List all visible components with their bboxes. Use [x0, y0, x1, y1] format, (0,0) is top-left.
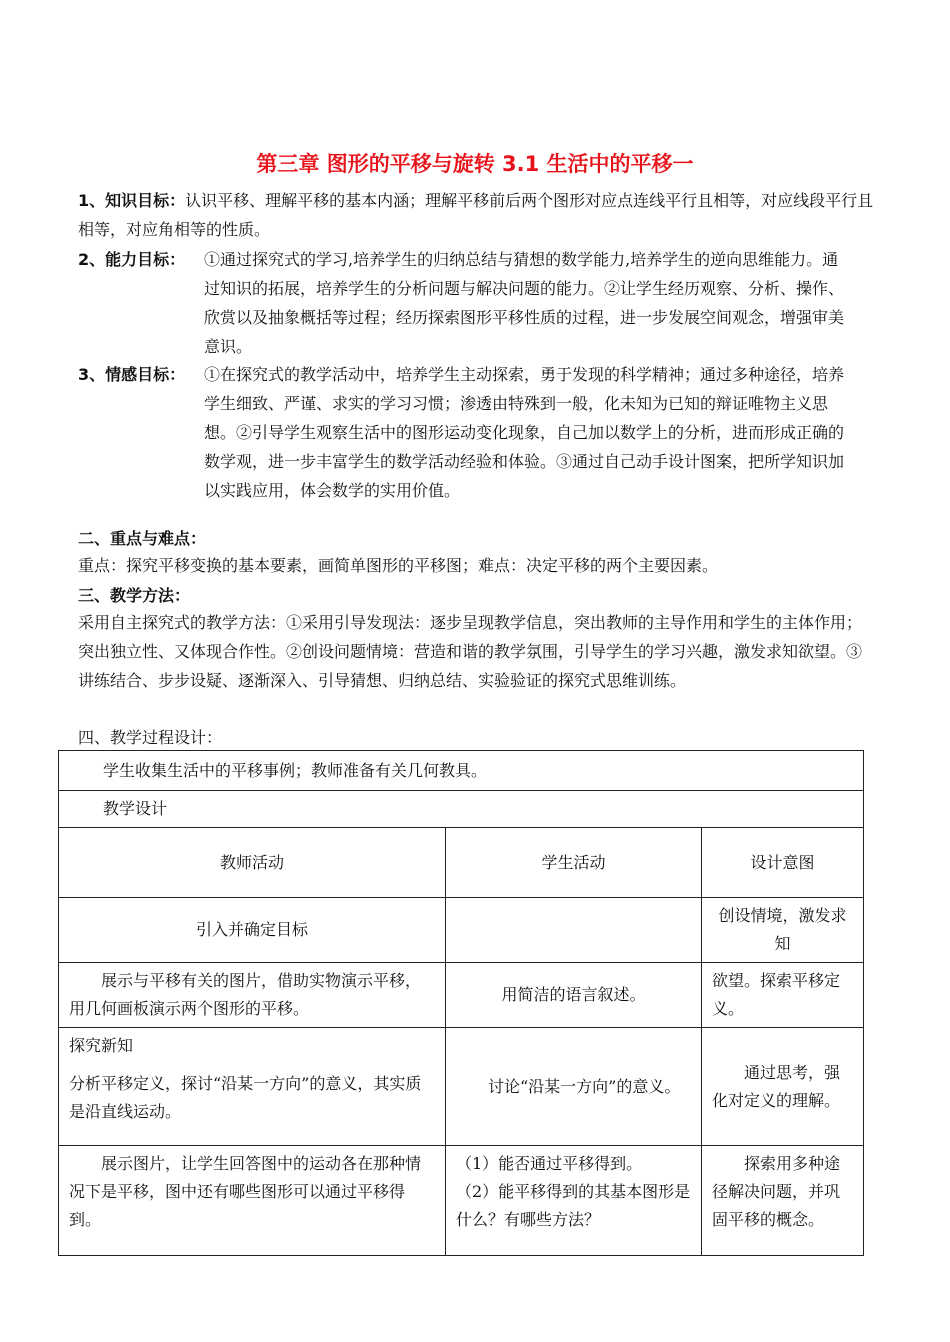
student-cell: [446, 898, 702, 963]
column-header-intent: 设计意图: [702, 828, 864, 898]
emotion-objective-label: 3、情感目标：: [78, 365, 186, 384]
table-row: [59, 791, 864, 828]
table-row: [59, 963, 864, 1028]
methods-heading: 三、教学方法：: [78, 586, 191, 605]
teacher-cell: 展示与平移有关的图片，借助实物演示平移，用几何画板演示两个图形的平移。: [59, 963, 446, 1028]
teacher-cell: [59, 1028, 446, 1146]
table-header-row: [59, 828, 864, 898]
column-header-teacher: 教师活动: [59, 828, 446, 898]
teacher-cell-title: 探究新知: [69, 1036, 134, 1055]
knowledge-objective: [78, 186, 878, 244]
intent-cell: 创设情境，激发求知: [702, 898, 864, 963]
methods-text: 采用自主探究式的教学方法：①采用引导发现法：逐步呈现教学信息，突出教师的主导作用和学生的主体作用；突出独立性、又体现合作性。②创设问题情境：营造和谐的教学氛围，引导学生的学习兴趣，激发求知欲望。③讲练结合、步步设疑、逐渐深入、引导猜想、归纳总结、实验验证的探究式思维训练。: [78, 613, 863, 690]
table-row: [59, 898, 864, 963]
intent-cell: 通过思考，强化对定义的理解。: [702, 1028, 864, 1146]
design-label-cell: 教学设计: [59, 791, 864, 828]
intent-cell: 欲望。探索平移定义。: [702, 963, 864, 1028]
student-cell: 用简洁的语言叙述。: [446, 963, 702, 1028]
student-item: （1）能否通过平移得到。: [456, 1154, 643, 1173]
student-cell: [446, 1146, 702, 1256]
key-points-text: 重点：探究平移变换的基本要素，画简单图形的平移图；难点：决定平移的两个主要因素。: [78, 556, 719, 575]
column-header-student: 学生活动: [446, 828, 702, 898]
teacher-cell: 引入并确定目标: [59, 898, 446, 963]
process-heading: 四、教学过程设计：: [78, 728, 223, 747]
knowledge-objective-label: 1、知识目标：: [78, 191, 186, 210]
teacher-cell: 展示图片，让学生回答图中的运动各在那种情况下是平移，图中还有哪些图形可以通过平移得到。: [59, 1146, 446, 1256]
ability-objective-label: 2、能力目标：: [78, 250, 186, 269]
key-points-heading: 二、重点与难点：: [78, 529, 207, 548]
knowledge-objective-text: 认识平移、理解平移的基本内涵；理解平移前后两个图形对应点连线平行且相等，对应线段平行且相等，对应角相等的性质。: [78, 191, 874, 239]
student-item: （2）能平移得到的其基本图形是什么？有哪些方法？: [456, 1182, 691, 1229]
table-row: [59, 1146, 864, 1256]
table-row: [59, 751, 864, 791]
intent-cell: 探索用多种途径解决问题，并巩固平移的概念。: [702, 1146, 864, 1256]
student-cell: 讨论“沿某一方向”的意义。: [446, 1028, 702, 1146]
teacher-cell-text: 分析平移定义，探讨“沿某一方向”的意义，其实质是沿直线运动。: [69, 1074, 422, 1121]
prep-cell: 学生收集生活中的平移事例；教师准备有关几何教具。: [59, 751, 864, 791]
page-title: 第三章 图形的平移与旋转 3.1 生活中的平移一: [256, 152, 694, 176]
table-row: [59, 1028, 864, 1146]
lesson-plan-table: [58, 750, 864, 1256]
emotion-objective-text: ①在探究式的教学活动中，培养学生主动探索，勇于发现的科学精神；通过多种途径，培养学生细致、严谨、求实的学习习惯；渗透由特殊到一般，化未知为已知的辩证唯物主义思想。②引导学生观察生活中的图形运动变化现象，自己加以数学上的分析，进而形成正确的数学观，进一步丰富学生的数学活动经验和体验。③通过自己动手设计图案，把所学知识加以实践应用，体会数学的实用价值。: [204, 365, 845, 500]
ability-objective-text: ①通过探究式的学习,培养学生的归纳总结与猜想的数学能力,培养学生的逆向思维能力。通过知识的拓展，培养学生的分析问题与解决问题的能力。②让学生经历观察、分析、操作、欣赏以及抽象概括等过程；经历探索图形平移性质的过程，进一步发展空间观念，增强审美意识。: [204, 250, 845, 356]
